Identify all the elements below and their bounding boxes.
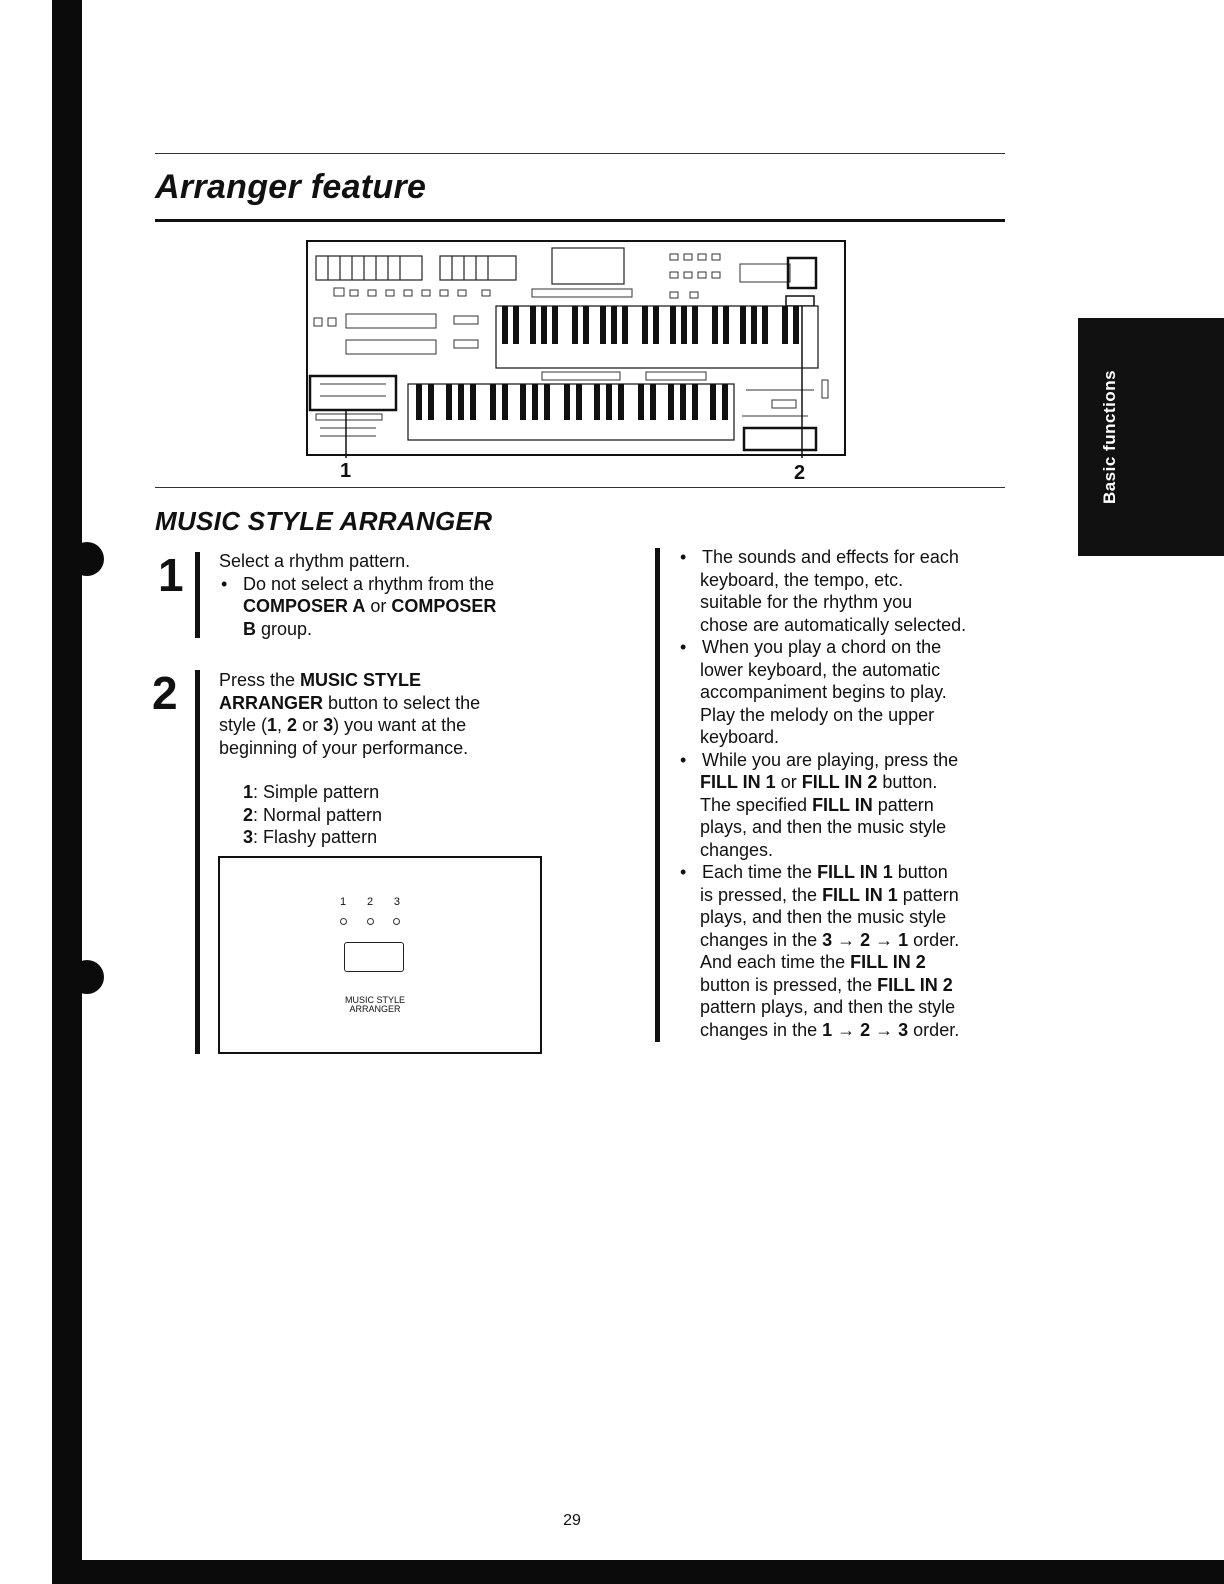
style-number-1: 1 [340,896,347,908]
list-item: 2: Normal pattern [243,804,383,825]
keyboard-panel-diagram [306,240,846,458]
lower-keyboard [408,384,734,440]
list-item: 1: Simple pattern [243,782,380,802]
notes: • The sounds and effects for each keyboard, the tempo, etc. suitable for the rhythm you chose are automatically selected. • When you play a chord on the lower keyboard, the automatic accompaniment begins to play. Play the melody on the upper keyboard. • While you are playing, press the FILL IN 1 or FILL IN 2 button. The specified FILL IN pattern plays, and then the music style changes. • Each time the FILL IN 1 button is pressed, the FILL IN 1 pattern plays, and then the music style changes in the 3 → 2 → 1 order. And each time the FILL IN 2 button is pressed, the FILL IN 2 pattern plays, and then the style changes in the 1 → 2 → 3 order. [678,546,1008,1041]
style-indicator-2 [367,918,374,925]
note-4: • Each time the FILL IN 1 button [678,861,1008,884]
punch-hole [70,960,104,994]
step-1-number: 1 [158,549,184,601]
step-1-text: Select a rhythm pattern. • Do not select a rhythm from the COMPOSER A or COMPOSER B group. [219,550,559,640]
note-1: • The sounds and effects for each [678,546,1008,569]
page-title: Arranger feature [155,168,427,206]
step-1-line: Select a rhythm pattern. [219,551,411,571]
page-number: 29 [563,1512,581,1529]
binding-edge-bar [52,0,82,1584]
section-rule [155,487,1005,488]
style-indicator-1 [340,918,347,925]
callout-2: 2 [794,462,806,484]
note-2: • When you play a chord on the [678,636,1008,659]
step-1-bar [195,552,200,638]
section-title: MUSIC STYLE ARRANGER [155,506,493,536]
music-style-arranger-label: MUSIC STYLE ARRANGER [344,995,405,1014]
style-indicator-3 [393,918,400,925]
step-1-bullet: • Do not select a rhythm from the [219,573,559,596]
note-3: • While you are playing, press the [678,749,1008,772]
music-style-arranger-panel [218,856,542,1054]
bottom-edge-bar [52,1560,1224,1584]
side-tab-label: Basic functions [1100,369,1119,505]
step-2-bar [195,670,200,1054]
style-number-2: 2 [366,896,374,908]
title-rule [155,219,1005,222]
upper-keyboard [496,306,818,368]
step-2-text: Press the MUSIC STYLE ARRANGER button to select the style (1, 2 or 3) you want at the beginning of your performance. [219,670,481,758]
top-rule [155,153,1005,154]
step-2-number: 2 [152,667,178,719]
music-style-arranger-button [344,942,404,972]
list-item: 3: Flashy pattern [243,827,378,847]
pattern-list [243,781,523,849]
callout-1: 1 [340,460,352,482]
style-number-3: 3 [393,896,400,908]
notes-bar [655,548,660,1042]
punch-hole [70,542,104,576]
